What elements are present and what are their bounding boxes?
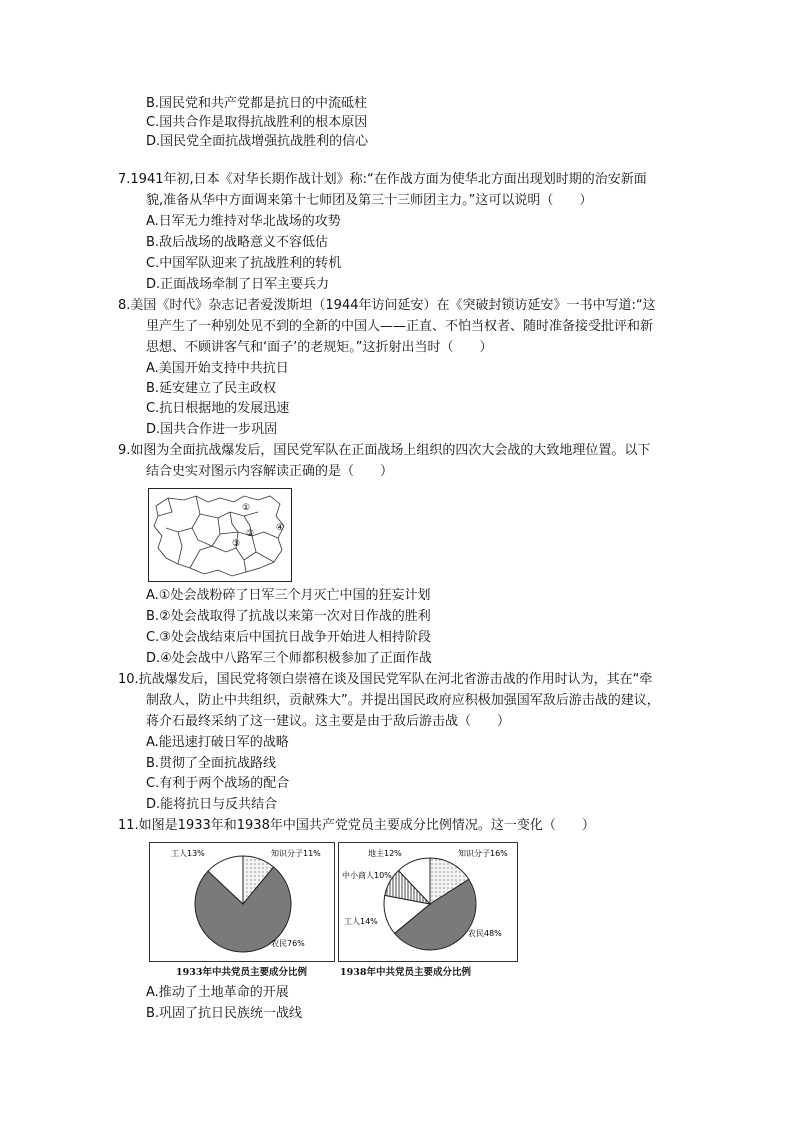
q10-stem-line3: 蒋介石最终采纳了这一建议。这主要是由于敌后游击战（ ） (146, 714, 511, 729)
q8-stem-line3: 思想、不顾讲客气和‘面子’的老规矩。”这折射出当时（ ） (146, 340, 493, 355)
q10-option-a: A.能迅速打破日军的战略 (146, 735, 289, 750)
q11-stem: 11.如图是1933年和1938年中国共产党党员主要成分比例情况。这一变化（ ） (118, 818, 595, 833)
q9-stem-line2: 结合史实对图示内容解读正确的是（ ） (146, 464, 394, 479)
q11-option-a: A.推动了土地革命的开展 (146, 985, 289, 1000)
q8-stem-line2: 里产生了一种别处见不到的全新的中国人——正直、不怕当权者、随时准备接受批评和新 (146, 319, 654, 334)
q9-option-b: B.②处会战取得了抗战以来第一次对日作战的胜利 (146, 609, 431, 624)
pie-1938-label-farmer: 农民48% (468, 929, 502, 938)
pie-1938-label-worker: 工人14% (344, 917, 378, 926)
q10-option-c: C.有利于两个战场的配合 (146, 776, 290, 791)
q10-stem-line2: 制敌人，防止中共组织，贡献殊大”。并提出国民政府应积极加强国军敌后游击战的建议， (146, 693, 660, 708)
q9-option-d: D.④处会战中八路军三个师都积极参加了正面作战 (146, 651, 432, 666)
map-marker-4: ④ (276, 523, 285, 533)
pie-1938-label-merchant: 中小商人10% (342, 871, 392, 880)
q6-option-c: C.国共合作是取得抗战胜利的根本原因 (146, 115, 368, 130)
china-battle-map (148, 488, 292, 582)
map-marker-1: ① (242, 503, 251, 513)
q7-option-c: C.中国军队迎来了抗战胜利的转机 (146, 256, 342, 271)
q7-stem-line2: 貌,准备从华中方面调来第十七师团及第三十三师团主力。”这可以说明（ ） (146, 193, 593, 208)
pie-1938-caption: 1938年中共党员主要成分比例 (340, 967, 471, 978)
q9-option-c: C.③处会战结束后中国抗日战争开始进人相持阶段 (146, 630, 431, 645)
q8-option-d: D.国共合作进一步巩固 (146, 422, 278, 437)
pie-1933-label-intellectual: 知识分子11% (271, 849, 321, 858)
q7-option-d: D.正面战场牵制了日军主要兵力 (146, 277, 330, 292)
pie-1933-label-worker: 工人13% (171, 849, 205, 858)
q8-option-b: B.延安建立了民主政权 (146, 381, 277, 396)
q8-option-c: C.抗日根据地的发展迅速 (146, 401, 290, 416)
q7-stem-line1: 7.1941年初,日本《对华长期作战计划》称:“在作战方面为使华北方面出现划时期的治安新面 (118, 172, 647, 187)
q6-option-b: B.国民党和共产党都是抗日的中流砥柱 (146, 96, 368, 111)
map-marker-3: ③ (232, 539, 241, 549)
q10-option-b: B.贯彻了全面抗战路线 (146, 756, 277, 771)
pie-1933-caption: 1933年中共党员主要成分比例 (176, 967, 307, 978)
q10-option-d: D.能将抗日与反共结合 (146, 797, 278, 812)
q7-option-a: A.日军无力维持对华北战场的攻势 (146, 214, 341, 229)
q10-stem-line1: 10.抗战爆发后，国民党将领白崇禧在谈及国民党军队在河北省游击战的作用时认为，其在“牵 (118, 672, 653, 687)
pie-chart-1933 (149, 842, 335, 962)
q8-stem-line1: 8.美国《时代》杂志记者爱泼斯坦（1944年访问延安）在《突破封锁访延安》一书中写道:“这 (118, 298, 656, 313)
pie-chart-1938 (338, 842, 518, 962)
q7-option-b: B.敌后战场的战略意义不容低估 (146, 235, 329, 250)
q9-stem-line1: 9.如图为全面抗战爆发后，国民党军队在正面战场上组织的四次大会战的大致地理位置。以下 (118, 443, 651, 458)
map-marker-2: ② (246, 529, 255, 539)
pie-1938-label-landlord: 地主12% (368, 849, 402, 858)
pie-1933-label-farmer: 农民76% (271, 939, 305, 948)
pie-1938-label-intellectual: 知识分子16% (458, 849, 508, 858)
q8-option-a: A.美国开始支持中共抗日 (146, 361, 289, 376)
q9-option-a: A.①处会战粉碎了日军三个月灭亡中国的狂妄计划 (146, 588, 431, 603)
q11-option-b: B.巩固了抗日民族统一战线 (146, 1006, 303, 1021)
q6-option-d: D.国民党全面抗战增强抗战胜利的信心 (146, 134, 369, 149)
